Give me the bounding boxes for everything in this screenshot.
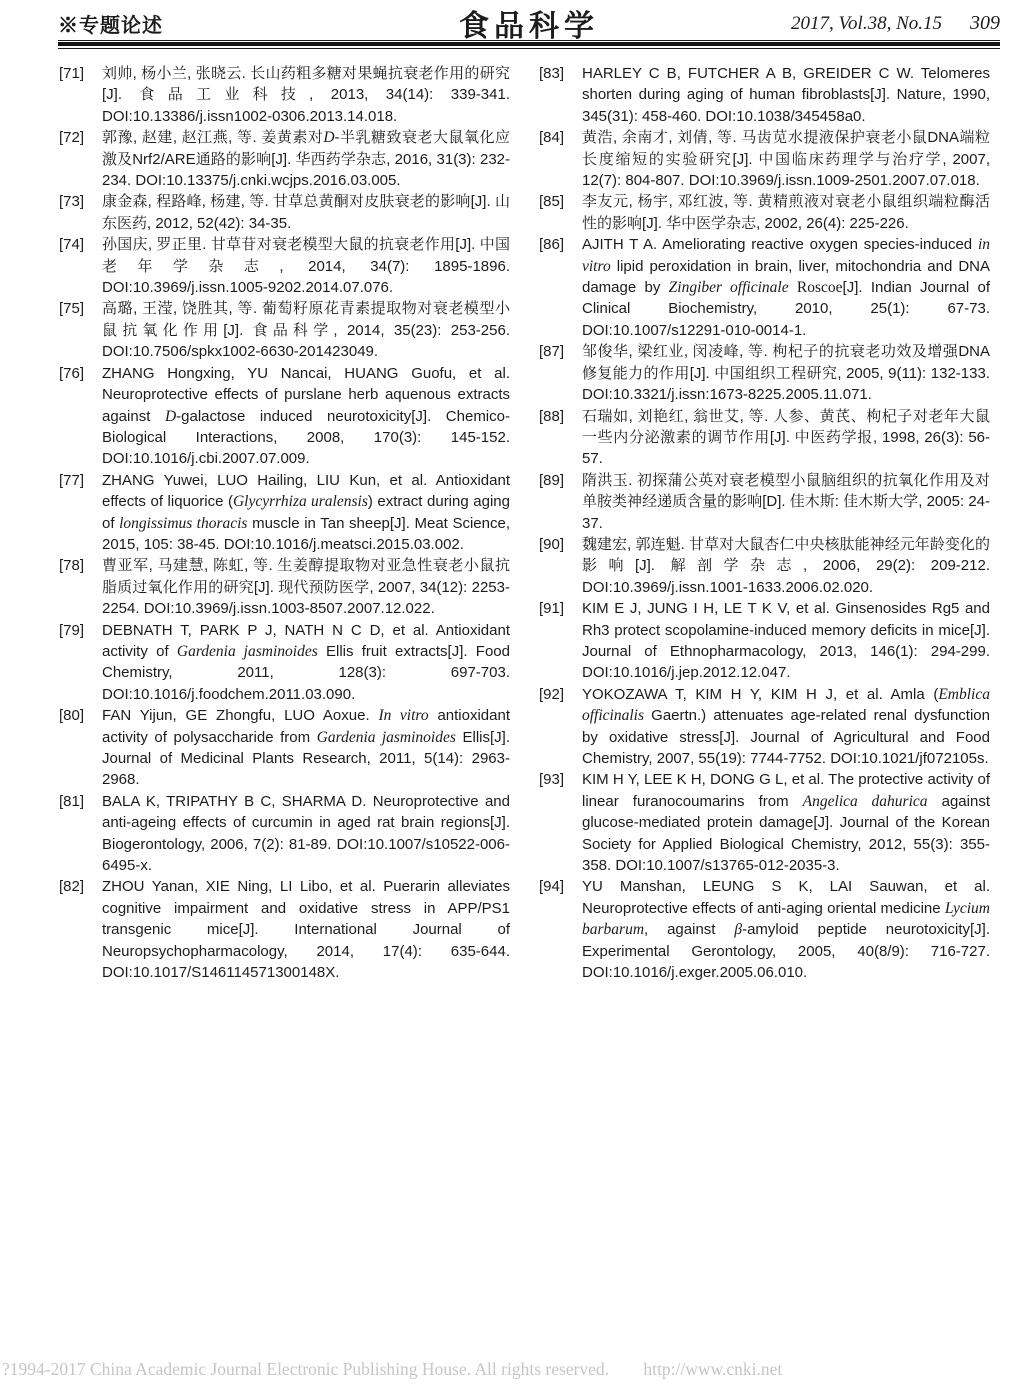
reference-item (58, 63, 510, 127)
references-section (58, 63, 990, 983)
reference-number: [87] (539, 343, 565, 361)
reference-item (538, 406, 990, 470)
reference-text: 魏建宏, 郭连魁. 甘草对大鼠杏仁中央核肽能神经元年龄变化的影响[J]. 解剖学杂志, 2006, 29(2): 209-212. DOI:10.3969/j.issn.1001-1633.2006.02.020. (582, 535, 990, 596)
reference-number: [83] (539, 65, 565, 82)
reference-item (58, 363, 510, 470)
rule-thin-bottom (58, 48, 1000, 49)
reference-text: 黄浩, 余南才, 刘倩, 等. 马齿苋水提液保护衰老小鼠DNA端粒长度缩短的实验研究[J]. 中国临床药理学与治疗学, 2007, 12(7): 804-807. DOI:10.3969/j.issn.1009-2501.2007.07.018. (582, 129, 990, 190)
footer-url: http://www.cnki.net (643, 1359, 783, 1379)
reference-item (58, 791, 510, 877)
reference-number: [85] (539, 193, 565, 211)
reference-number: [80] (59, 707, 85, 725)
reference-item (538, 341, 990, 405)
reference-text: 高璐, 王滢, 饶胜其, 等. 葡萄籽原花青素提取物对衰老模型小鼠抗氧化作用[J]. 食品科学, 2014, 35(23): 253-256. DOI:10.7506/spkx1002-6630-201423049. (102, 300, 510, 361)
reference-text: 康金森, 程路峰, 杨建, 等. 甘草总黄酮对皮肤衰老的影响[J]. 山东医药, 2012, 52(42): 34-35. (102, 193, 510, 232)
copyright-text: ?1994-2017 China Academic Journal Electronic Publishing House. All rights reserved. (2, 1359, 610, 1379)
reference-item (538, 769, 990, 876)
reference-number: [84] (539, 129, 565, 147)
journal-title: 食品科学 (459, 10, 599, 43)
reference-item (538, 127, 990, 191)
reference-item (538, 63, 990, 127)
reference-item (58, 234, 510, 298)
reference-number: [77] (59, 471, 85, 489)
reference-number: [91] (539, 600, 565, 618)
reference-item (538, 470, 990, 534)
reference-item (538, 876, 990, 983)
reference-text: 邹俊华, 梁红业, 闵凌峰, 等. 枸杞子的抗衰老功效及增强DNA修复能力的作用[J]. 中国组织工程研究, 2005, 9(11): 132-133. DOI:10.3321/j.issn:1673-8225.2005.11.071. (582, 343, 990, 404)
reference-item (58, 705, 510, 791)
reference-text: HARLEY C B, FUTCHER A B, GREIDER C W. Telomeres shorten during aging of human fibroblasts[J]. Nature, 1990, 345(31): 458-460. DOI:10.1038/345458a0. (582, 65, 990, 125)
reference-number: [81] (59, 792, 85, 810)
reference-number: [86] (539, 236, 565, 254)
reference-text: 曹亚军, 马建慧, 陈虹, 等. 生姜醇提取物对亚急性衰老小鼠抗脂质过氧化作用的研究[J]. 现代预防医学, 2007, 34(12): 2253-2254. DOI:10.3969/j.issn.1003-8507.2007.12.022. (102, 557, 510, 618)
reference-number: [78] (59, 557, 85, 575)
page-number: 309 (970, 11, 1000, 34)
reference-number: [90] (539, 535, 565, 553)
reference-number: [72] (59, 129, 85, 147)
reference-number: [92] (539, 685, 565, 703)
reference-text: KIM H Y, LEE K H, DONG G L, et al. The protective activity of linear furanocoumarins from Angelica dahurica against glucose-mediated protein damage[J]. Journal of the Korean Society for Applied Biological Chemistry, 2012, 55(3): 355-358. DOI:10.1007/s13765-012-2035-3. (582, 771, 990, 875)
reference-text: 刘帅, 杨小兰, 张晓云. 长山药粗多糖对果蝇抗衰老作用的研究[J]. 食品工业科技, 2013, 34(14): 339-341. DOI:10.13386/j.issn1002-0306.2013.14.018. (102, 65, 510, 125)
reference-number: [82] (59, 878, 85, 896)
reference-text: ZHANG Hongxing, YU Nancai, HUANG Guofu, et al. Neuroprotective effects of purslane herb aquenous extracts against D-galactose induced neurotoxicity[J]. Chemico-Biological Interactions, 2008, 170(3): 145-152. DOI:10.1016/j.cbi.2007.07.009. (102, 364, 510, 468)
reference-text: AJITH T A. Ameliorating reactive oxygen species-induced in vitro lipid peroxidation in brain, liver, mitochondria and DNA damage by Zingiber officinale Roscoe[J]. Indian Journal of Clinical Biochemistry, 2010, 25(1): 67-73. DOI:10.1007/s12291-010-0014-1. (582, 236, 990, 339)
section-label: ※专题论述 (58, 14, 163, 37)
references-column-left (58, 63, 510, 983)
reference-text: ZHOU Yanan, XIE Ning, LI Libo, et al. Puerarin alleviates cognitive impairment and oxidative stress in APP/PS1 transgenic mice[J]. International Journal of Neuropsychopharmacology, 2014, 17(4): 635-644. DOI:10.1017/S146114571300148X. (102, 878, 510, 982)
reference-text: YU Manshan, LEUNG S K, LAI Sauwan, et al. Neuroprotective effects of anti-aging oriental medicine Lycium barbarum, against β-amyloid peptide neurotoxicity[J]. Experimental Gerontology, 2005, 40(8/9): 716-727. DOI:10.1016/j.exger.2005.06.010. (582, 878, 990, 982)
reference-item (58, 555, 510, 619)
reference-text: 孙国庆, 罗正里. 甘草苷对衰老模型大鼠的抗衰老作用[J]. 中国老年学杂志, 2014, 34(7): 1895-1896. DOI:10.3969/j.issn.1005-9202.2014.07.076. (102, 236, 510, 297)
reference-text: 郭豫, 赵建, 赵江燕, 等. 姜黄素对D-半乳糖致衰老大鼠氧化应激及Nrf2/ARE通路的影响[J]. 华西药学杂志, 2016, 31(3): 232-234. DOI:10.13375/j.cnki.wcjps.2016.03.005. (102, 129, 511, 190)
references-column-right (538, 63, 990, 983)
reference-item (538, 534, 990, 598)
reference-item (538, 684, 990, 770)
reference-item (58, 191, 510, 234)
reference-text: 石瑞如, 刘艳红, 翁世艾, 等. 人参、黄芪、枸杞子对老年大鼠一些内分泌激素的调节作用[J]. 中医药学报, 1998, 26(3): 56-57. (582, 407, 990, 468)
reference-text: YOKOZAWA T, KIM H Y, KIM H J, et al. Amla (Emblica officinalis Gaertn.) attenuates age-related renal dysfunction by oxidative stress[J]. Journal of Agricultural and Food Chemistry, 2007, 55(19): 7744-7752. DOI:10.1021/jf072105s. (582, 685, 990, 767)
reference-text: BALA K, TRIPATHY B C, SHARMA D. Neuroprotective and anti-ageing effects of curcumin in aged rat brain regions[J]. Biogerontology, 2006, 7(2): 81-89. DOI:10.1007/s10522-006-6495-x. (102, 792, 510, 875)
reference-number: [89] (539, 471, 565, 489)
reference-item (538, 191, 990, 234)
reference-item (58, 298, 510, 362)
issue-info: 2017, Vol.38, No.15 (791, 12, 942, 34)
reference-item (538, 234, 990, 341)
reference-number: [73] (59, 193, 85, 211)
reference-text: FAN Yijun, GE Zhongfu, LUO Aoxue. In vitro antioxidant activity of polysaccharide from Gardenia jasminoides Ellis[J]. Journal of Medicinal Plants Research, 2011, 5(14): 2963-2968. (102, 707, 510, 789)
reference-number: [71] (59, 65, 85, 82)
reference-item (58, 876, 510, 983)
reference-text: DEBNATH T, PARK P J, NATH N C D, et al. Antioxidant activity of Gardenia jasminoides Ellis fruit extracts[J]. Food Chemistry, 2011, 128(3): 697-703. DOI:10.1016/j.foodchem.2011.03.090. (102, 621, 510, 703)
reference-text: KIM E J, JUNG I H, LE T K V, et al. Ginsenosides Rg5 and Rh3 protect scopolamine-induced memory deficits in mice[J]. Journal of Ethnopharmacology, 2013, 146(1): 294-299. DOI:10.1016/j.jep.2012.12.047. (582, 600, 990, 682)
reference-item (538, 598, 990, 684)
reference-number: [76] (59, 364, 85, 382)
issue-block (791, 12, 1000, 35)
reference-number: [74] (59, 236, 85, 254)
reference-text: 隋洪玉. 初探蒲公英对衰老模型小鼠脑组织的抗氧化作用及对单胺类神经递质含量的影响[D]. 佳木斯: 佳木斯大学, 2005: 24-37. (582, 471, 990, 532)
reference-number: [93] (539, 771, 565, 789)
page-header (58, 6, 1000, 43)
reference-text: ZHANG Yuwei, LUO Hailing, LIU Kun, et al. Antioxidant effects of liquorice (Glycyrrhiza uralensis) extract during aging of longissimus thoracis muscle in Tan sheep[J]. Meat Science, 2015, 105: 38-45. DOI:10.1016/j.meatsci.2015.03.002. (102, 471, 510, 553)
reference-item (58, 470, 510, 556)
reference-number: [75] (59, 300, 85, 318)
reference-item (58, 127, 510, 191)
reference-item (58, 620, 510, 706)
reference-text: 李友元, 杨宇, 邓红波, 等. 黄精煎液对衰老小鼠组织端粒酶活性的影响[J]. 华中医学杂志, 2002, 26(4): 225-226. (582, 193, 990, 232)
reference-number: [79] (59, 621, 85, 639)
reference-number: [94] (539, 878, 565, 896)
reference-number: [88] (539, 407, 565, 425)
page-footer (2, 1359, 782, 1380)
